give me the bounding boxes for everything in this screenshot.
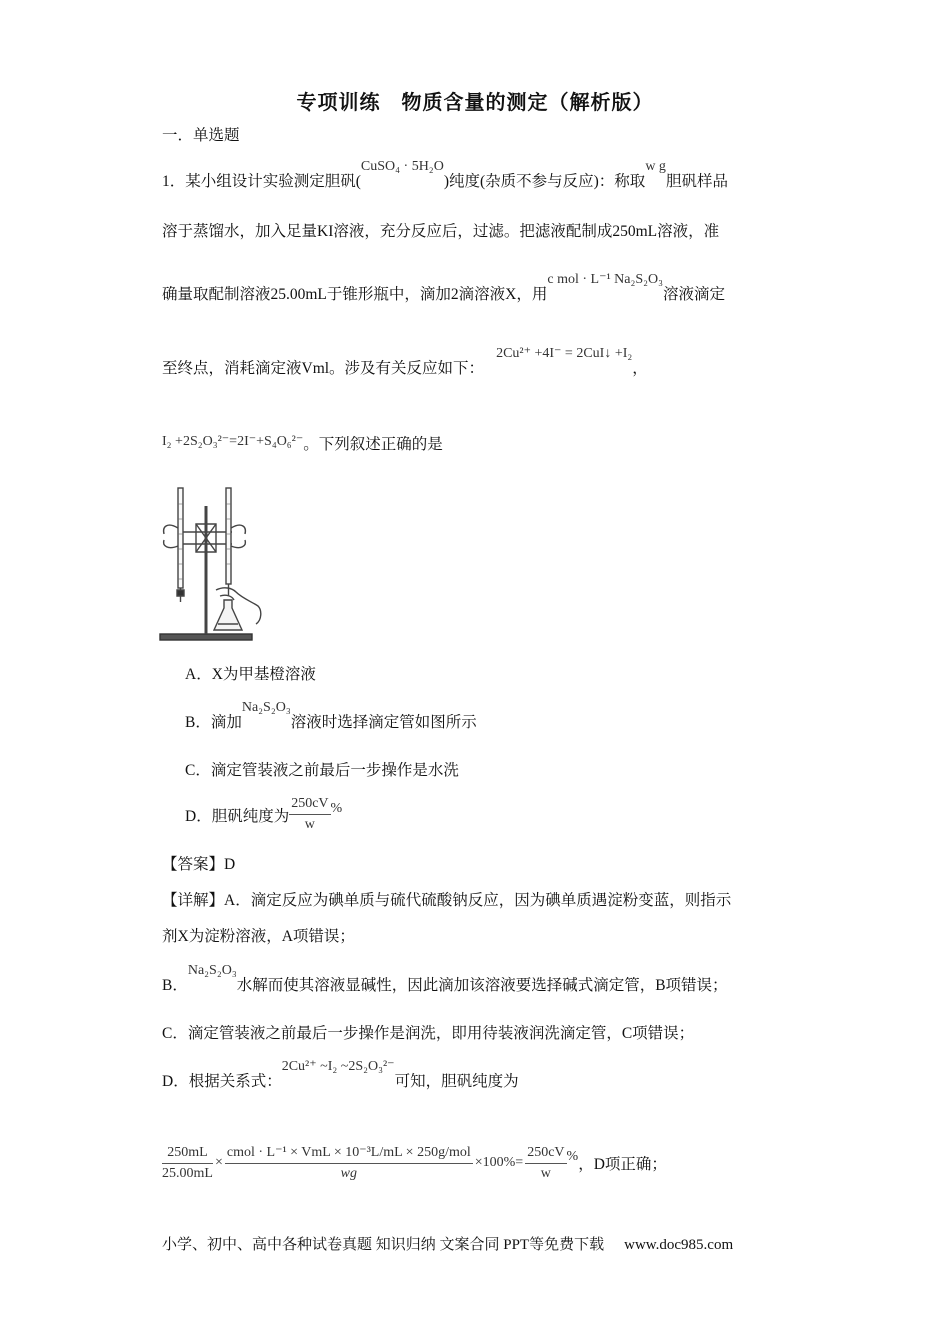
question-1-line-2: 溶于蒸馏水，加入足量KI溶液，充分反应后，过滤。把滤液配制成250mL溶液，准 <box>162 223 720 240</box>
detail-line-b: B．Na₂S₂O₃水解而使其溶液显碱性，因此滴加该溶液要选择碱式滴定管，B项错误； <box>162 963 728 994</box>
question-1-line-4: 至终点，消耗滴定液Vml。涉及有关反应如下：2Cu²⁺ +4I⁻ = 2CuI↓ +I₂， <box>162 346 648 377</box>
detail-line-c: C．滴定管装液之前最后一步操作是润洗，即用待装液润洗滴定管，C项错误； <box>162 1025 695 1042</box>
answer-line: 【答案】D <box>162 856 236 873</box>
fraction-purity: $\frac{250cV}{w}$ <box>291 796 329 832</box>
footer-site: www.doc985.com <box>624 1237 734 1253</box>
titration-apparatus-figure <box>158 484 268 644</box>
page-title: 专项训练 物质含量的测定（解析版） <box>296 90 654 114</box>
fraction-result: $\frac{250cV}{w}$ <box>527 1144 565 1181</box>
option-b: B．滴加Na₂S₂O₃溶液时选择滴定管如图所示 <box>185 700 477 731</box>
formula-cuso4: CuSO₄ · 5H₂O <box>360 159 444 174</box>
formula-na2s2o3-detail: Na₂S₂O₃ <box>187 963 237 978</box>
footer-text: 小学、初中、高中各种试卷真题 知识归纳 文案合同 PPT等免费下载 <box>162 1237 605 1253</box>
fraction-mass: $\frac{\text{cmol · L⁻¹ × VmL × 10⁻³L/mL × 250g/mol}}{wg}$ <box>226 1145 471 1181</box>
formula-na2s2o3: Na₂S₂O₃ <box>241 700 291 715</box>
purity-expression: $\frac{250mL}{25.00mL}$ × $\frac{\text{cmol · L⁻¹ × VmL × 10⁻³L/mL × 250g/mol}}{wg}$ ×100%= $\frac{250cV}{w}$ %，D项正确； <box>162 1144 667 1181</box>
option-a: A．X为甲基橙溶液 <box>185 666 316 683</box>
formula-titrant: c mol · L⁻¹ Na₂S₂O₃ <box>547 272 664 287</box>
detail-line-2: 剂X为淀粉溶液，A项错误； <box>162 928 355 945</box>
question-1-line-3: 确量取配制溶液25.00mL于锥形瓶中，滴加2滴溶液X，用c mol · L⁻¹ Na₂S₂O₃溶液滴定 <box>162 272 726 303</box>
footer <box>162 1233 733 1254</box>
question-1-line-5: I₂ +2S₂O₃²⁻=2I⁻+S₄O₆²⁻。下列叙述正确的是 <box>162 434 443 453</box>
question-1-line-1: 1．某小组设计实验测定胆矾(CuSO₄ · 5H₂O)纯度(杂质不参与反应)：称取w g胆矾样品 <box>162 159 728 190</box>
formula-wg: w g <box>645 159 666 174</box>
section-heading: 一．单选题 <box>162 127 240 144</box>
fraction-dilution: $\frac{250mL}{25.00mL}$ <box>162 1144 213 1181</box>
option-d: D．胆矾纯度为 $\frac{250cV}{w}$ % <box>185 796 343 832</box>
detail-line-d: D．根据关系式：2Cu²⁺ ~I₂ ~2S₂O₃²⁻可知，胆矾纯度为 <box>162 1059 519 1090</box>
option-c: C．滴定管装液之前最后一步操作是水洗 <box>185 762 459 779</box>
formula-reaction-1: 2Cu²⁺ +4I⁻ = 2CuI↓ +I₂ <box>496 346 633 361</box>
formula-reaction-2: I₂ +2S₂O₃²⁻=2I⁻+S₄O₆²⁻ <box>162 434 304 449</box>
detail-line-1: 【详解】A．滴定反应为碘单质与硫代硫酸钠反应，因为碘单质遇淀粉变蓝，则指示 <box>162 892 732 909</box>
formula-relation: 2Cu²⁺ ~I₂ ~2S₂O₃²⁻ <box>281 1059 395 1074</box>
